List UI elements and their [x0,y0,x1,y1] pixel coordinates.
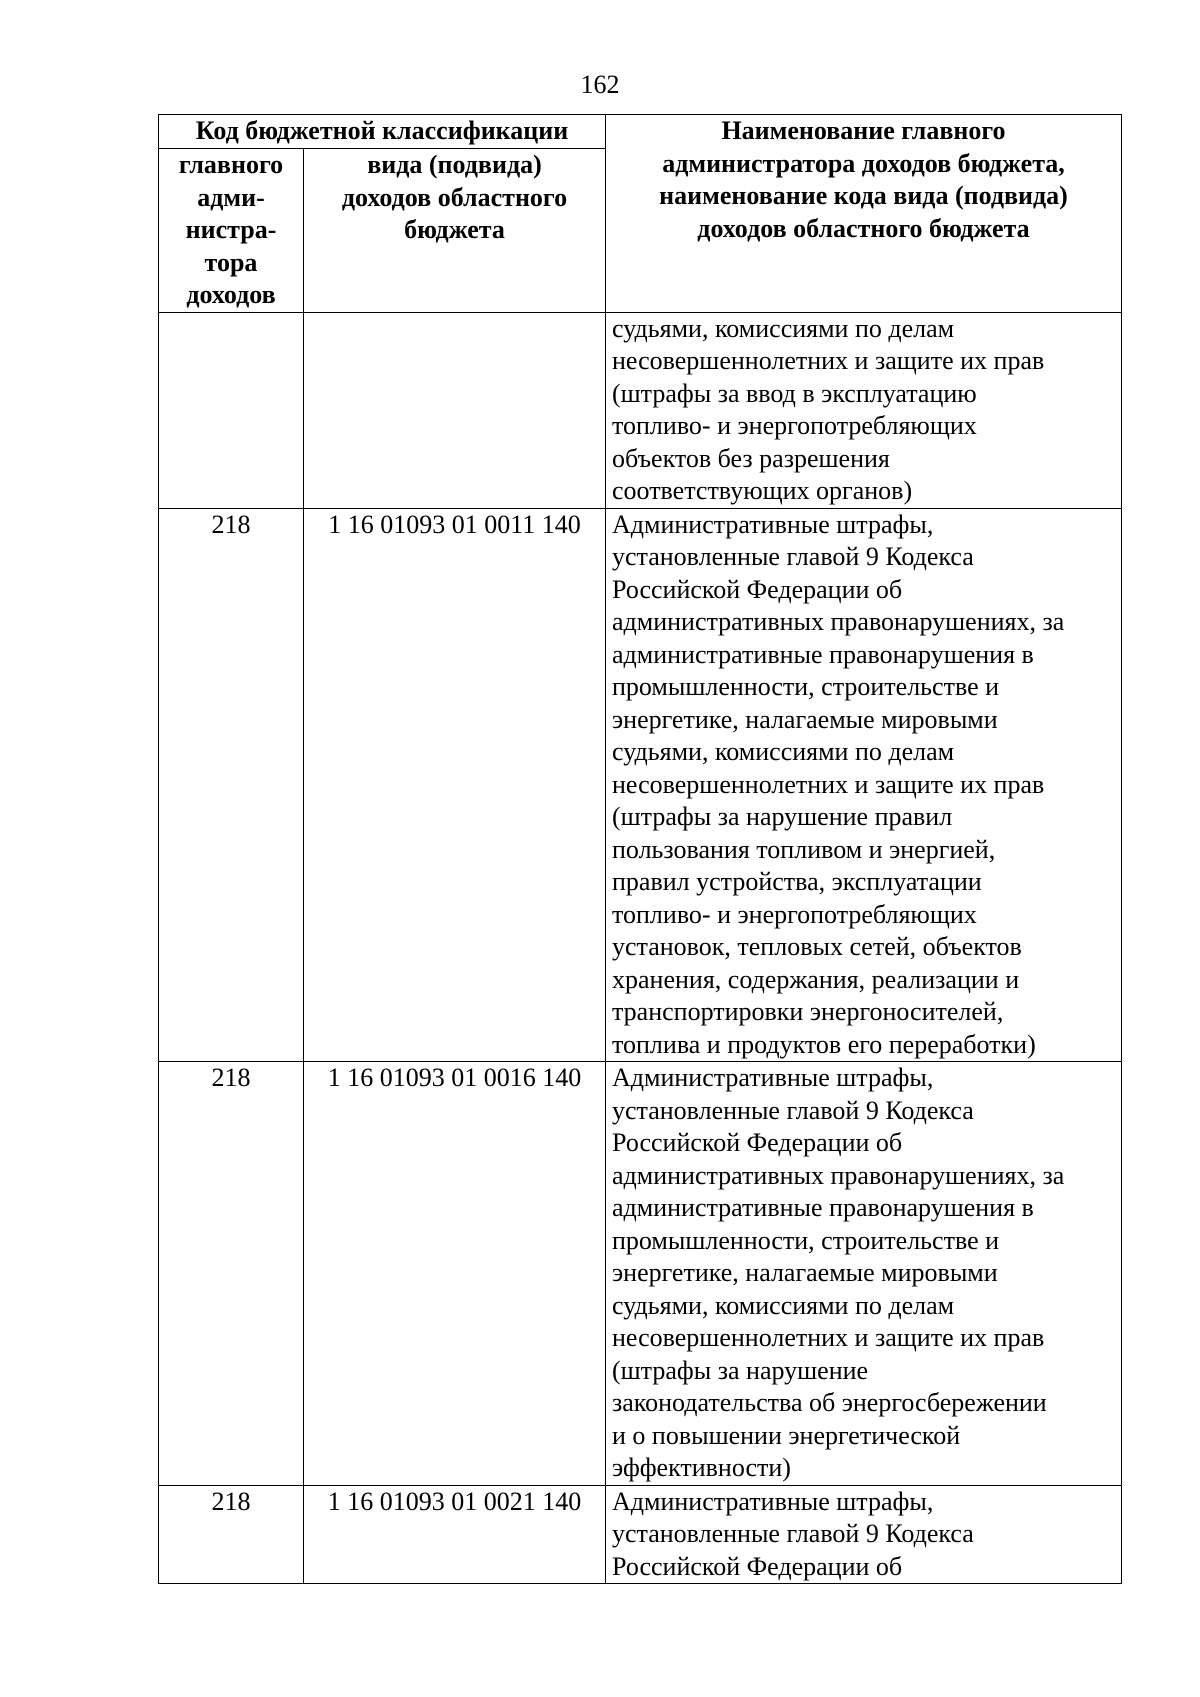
header-admin-column [159,149,304,313]
income-code-cell [304,312,606,508]
header-code-column [304,149,606,313]
table-row [159,312,1122,508]
header-code-text: вида (подвида) доходов областного бюджета [341,150,568,244]
header-name-column [606,115,1122,313]
header-admin-text: главного адми- нистра- тора доходов [178,150,284,309]
header-name-text: Наименование главного администратора доходов бюджета, наименование кода вида (подвида) доходов областного бюджета [659,116,1068,243]
page-number: 162 [580,70,620,99]
admin-code-cell: 218 [159,1485,304,1584]
budget-classification-table [158,114,1122,1584]
admin-code-cell [159,312,304,508]
income-name-cell: Административные штрафы, установленные главой 9 Кодекса Российской Федерации об административных правонарушениях, за административные правонарушения в промышленности, строительстве и энергетике, налагаемые мировыми судьями, комиссиями по делам несовершеннолетних и защите их прав (штрафы за нарушение законодательства об энергосбережении и о повышении энергетической эффективности) [606,1062,1122,1486]
admin-code-cell: 218 [159,508,304,1062]
income-code-cell: 1 16 01093 01 0016 140 [304,1062,606,1486]
table-row [159,1485,1122,1584]
income-name-cell: Административные штрафы, установленные главой 9 Кодекса Российской Федерации об [606,1485,1122,1584]
table-row [159,1062,1122,1486]
income-code-cell: 1 16 01093 01 0011 140 [304,508,606,1062]
income-code-cell: 1 16 01093 01 0021 140 [304,1485,606,1584]
table-row [159,508,1122,1062]
admin-code-cell: 218 [159,1062,304,1486]
header-budget-classification-code: Код бюджетной классификации [159,115,606,149]
income-name-cell: Административные штрафы, установленные главой 9 Кодекса Российской Федерации об административных правонарушениях, за административные правонарушения в промышленности, строительстве и энергетике, налагаемые мировыми судьями, комиссиями по делам несовершеннолетних и защите их прав (штрафы за нарушение правил пользования топливом и энергией, правил устройства, эксплуатации топливо- и энергопотребляющих установок, тепловых сетей, объектов хранения, содержания, реализации и транспортировки энергоносителей, топлива и продуктов его переработки) [606,508,1122,1062]
income-name-cell: судьями, комиссиями по делам несовершеннолетних и защите их прав (штрафы за ввод в эксплуатацию топливо- и энергопотребляющих объектов без разрешения соответствующих органов) [606,312,1122,508]
